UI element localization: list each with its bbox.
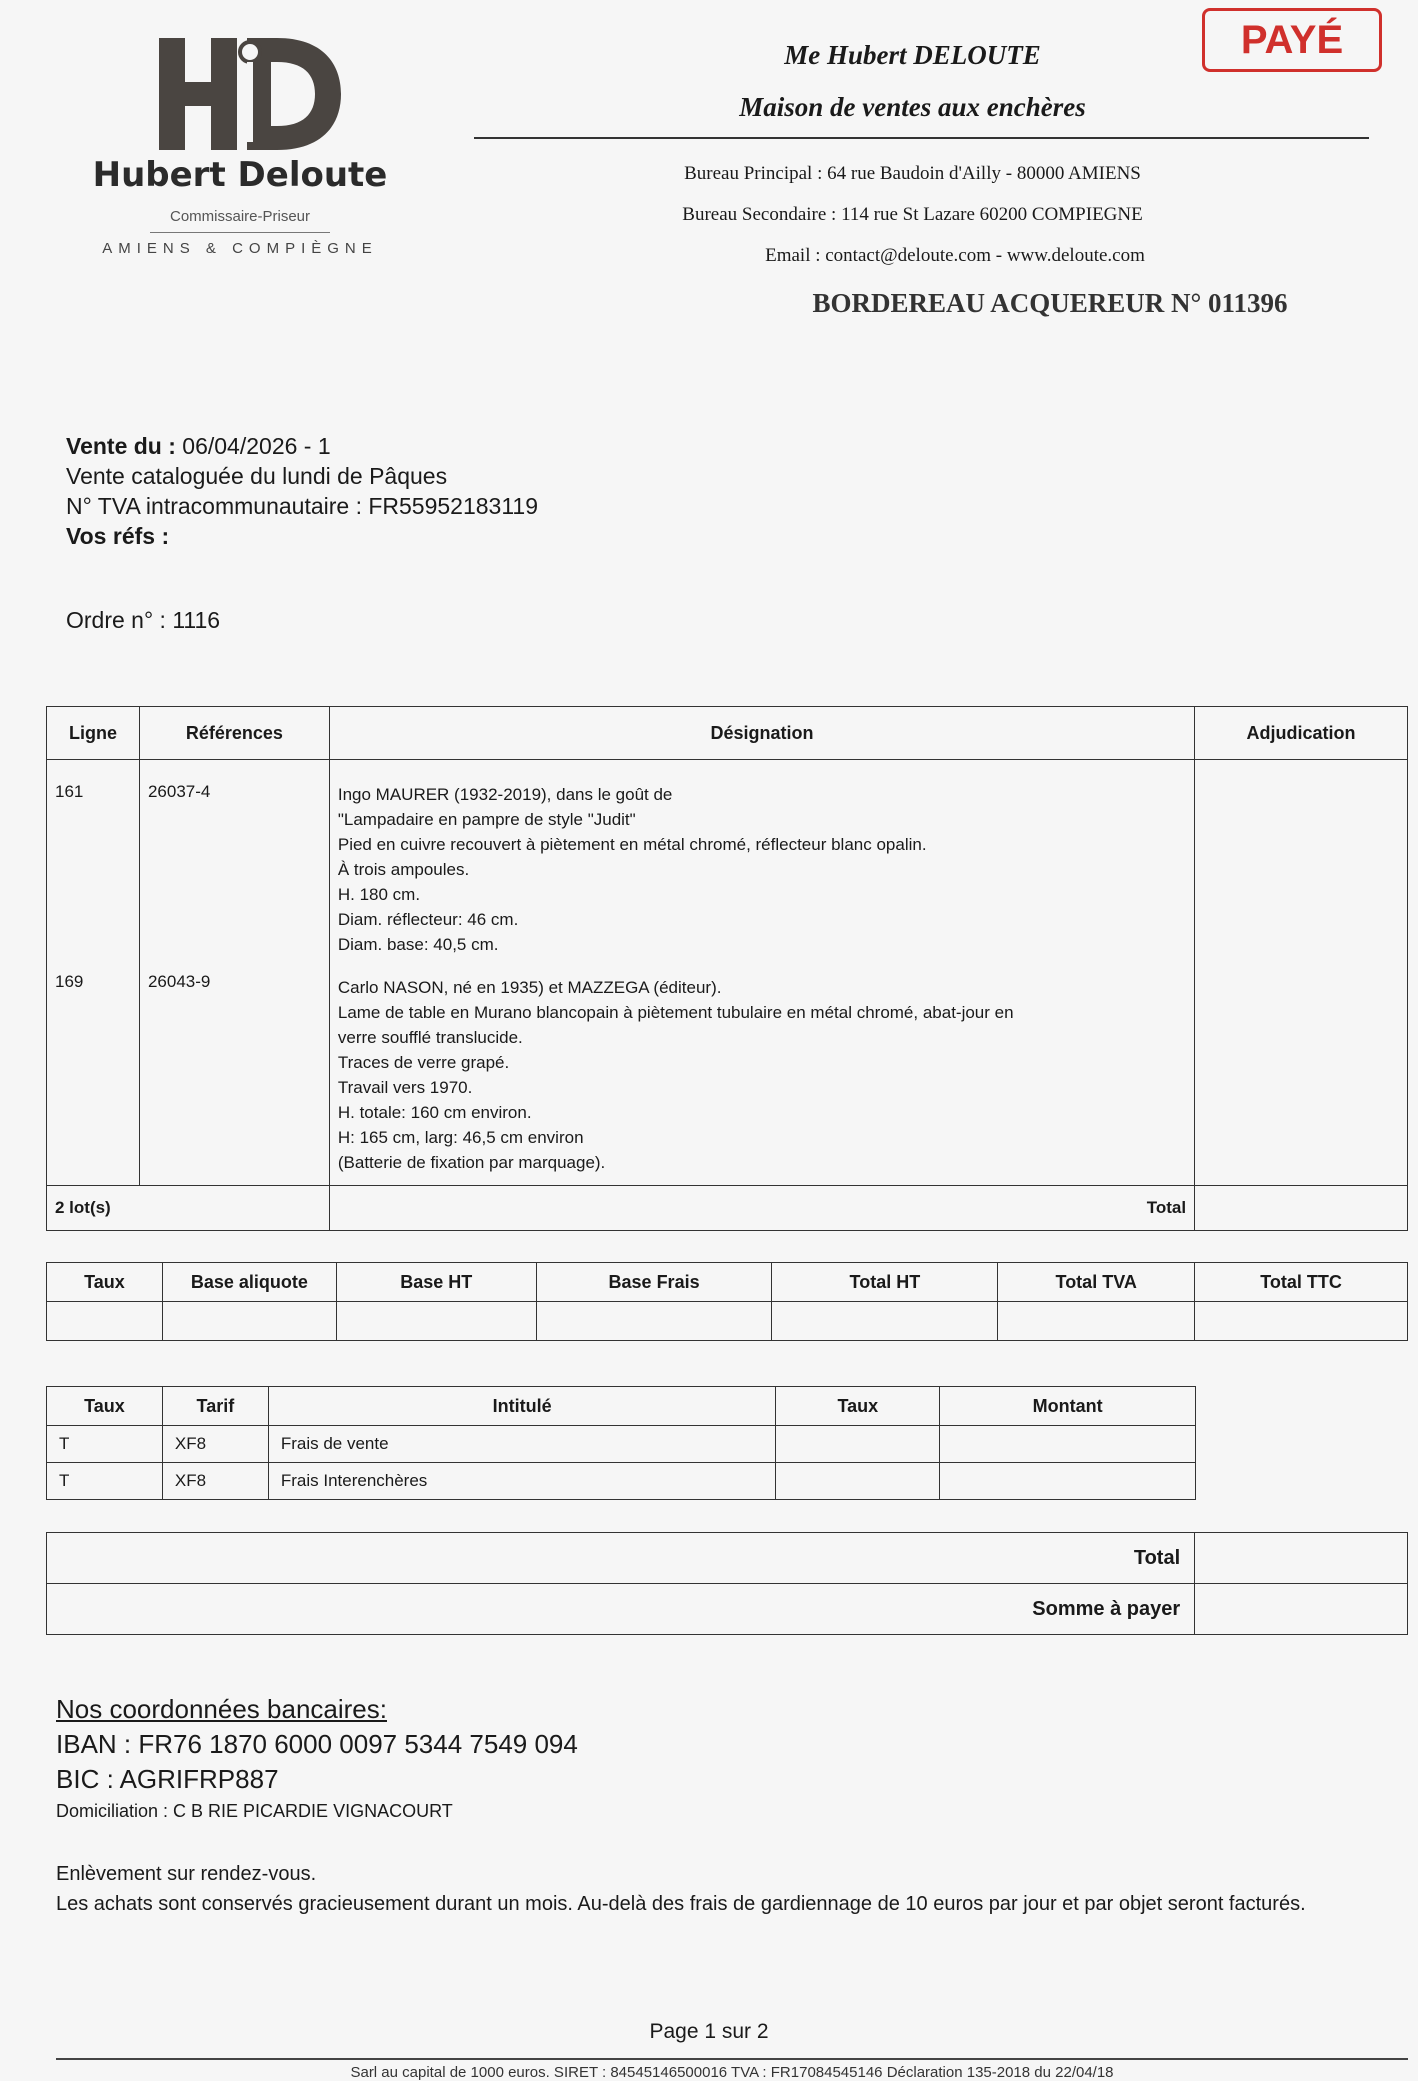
description-line: H: 165 cm, larg: 46,5 cm environ	[337, 1128, 584, 1147]
column-header: Ligne	[47, 707, 140, 760]
domiciliation: Domiciliation : C B RIE PICARDIE VIGNACOURT	[56, 1801, 453, 1821]
fee-tariff: XF8	[162, 1426, 268, 1463]
column-header: Total HT	[772, 1263, 998, 1302]
fee-rate: T	[47, 1463, 163, 1500]
table-cell	[998, 1302, 1195, 1341]
lots-total-value	[1195, 1186, 1408, 1231]
table-row	[47, 1426, 1196, 1463]
table-cell	[1195, 1302, 1408, 1341]
contact-line: Email : contact@deloute.com - www.deloute.com	[765, 245, 1145, 266]
header-divider	[474, 137, 1369, 139]
vat-number: N° TVA intracommunautaire : FR55952183119	[66, 493, 539, 519]
description-line: "Lampadaire en pampre de style "Judit"	[337, 810, 636, 829]
bank-details-title: Nos coordonnées bancaires:	[56, 1694, 387, 1724]
fee-label: Frais Interenchères	[268, 1463, 776, 1500]
iban: IBAN : FR76 1870 6000 0097 5344 7549 094	[56, 1729, 578, 1759]
column-header: Total TVA	[998, 1263, 1195, 1302]
amount-due-value	[1195, 1584, 1408, 1635]
description-line: (Batterie de fixation par marquage).	[337, 1153, 606, 1172]
column-header: Base Frais	[536, 1263, 772, 1302]
fee-amount	[940, 1426, 1196, 1463]
table-row	[47, 1533, 1408, 1584]
lots-total-label: Total	[329, 1186, 1194, 1231]
lot-description	[338, 975, 1188, 1175]
tax-table	[46, 1262, 1408, 1341]
description-line: Pied en cuivre recouvert à piètement en métal chromé, réflecteur blanc opalin.	[337, 835, 927, 854]
column-header: Base HT	[336, 1263, 536, 1302]
total-label: Total	[47, 1533, 1195, 1584]
table-header-row	[47, 707, 1408, 760]
table-row	[47, 760, 1408, 1186]
document-title: BORDEREAU ACQUEREUR N° 011396	[812, 288, 1288, 318]
paid-stamp: PAYÉ	[1202, 8, 1382, 72]
legal-footer: Sarl au capital de 1000 euros. SIRET : 84545146500016 TVA : FR17084545146 Déclaration 135-2018 du 22/04/18	[350, 2064, 1114, 2081]
description-line: Travail vers 1970.	[337, 1078, 473, 1097]
lot-reference: 26043-9	[147, 972, 211, 991]
fee-tariff: XF8	[162, 1463, 268, 1500]
lot-line: 161	[55, 782, 84, 801]
totals-table	[46, 1532, 1408, 1635]
bic: BIC : AGRIFRP887	[56, 1764, 279, 1794]
logo-cities: AMIENS & COMPIÈGNE	[102, 240, 378, 257]
fees-table	[46, 1386, 1196, 1500]
description-line: Carlo NASON, né en 1935) et MAZZEGA (éditeur).	[337, 978, 722, 997]
column-header: Adjudication	[1195, 707, 1408, 760]
sale-date	[66, 433, 331, 460]
column-header: Références	[139, 707, 329, 760]
reference-cell	[139, 760, 329, 1186]
sale-date-label: Vente du :	[66, 433, 176, 459]
order-number: Ordre n° : 1116	[66, 607, 221, 633]
column-header: Tarif	[162, 1387, 268, 1426]
description-line: H. totale: 160 cm environ.	[337, 1103, 532, 1122]
description-line: Traces de verre grapé.	[337, 1053, 510, 1072]
lot-description	[338, 782, 1188, 957]
adjudication-cell	[1195, 760, 1408, 1186]
lot-count: 2 lot(s)	[47, 1186, 330, 1231]
description-cell	[329, 760, 1194, 1186]
fee-amount	[940, 1463, 1196, 1500]
table-cell	[162, 1302, 336, 1341]
logo-name: Hubert Deloute	[92, 155, 388, 195]
footer-divider	[56, 2058, 1408, 2060]
table-row	[47, 1584, 1408, 1635]
description-line: Diam. réflecteur: 46 cm.	[337, 910, 519, 929]
column-header: Intitulé	[268, 1387, 776, 1426]
refs-label: Vos réfs :	[66, 523, 170, 549]
office-main: Bureau Principal : 64 rue Baudoin d'Ailly - 80000 AMIENS	[684, 163, 1141, 184]
column-header: Montant	[940, 1387, 1196, 1426]
description-line: Diam. base: 40,5 cm.	[337, 935, 499, 954]
fee-rate-value	[776, 1463, 940, 1500]
table-row	[47, 1302, 1408, 1341]
storage-note: Les achats sont conservés gracieusement durant un mois. Au-delà des frais de gardiennage de 10 euros par jour et par objet seront facturés.	[56, 1893, 1306, 1915]
description-line: Ingo MAURER (1932-2019), dans le goût de	[337, 785, 673, 804]
column-header: Total TTC	[1195, 1263, 1408, 1302]
column-header: Taux	[47, 1387, 163, 1426]
table-cell	[47, 1302, 163, 1341]
fee-rate-value	[776, 1426, 940, 1463]
sale-name: Vente cataloguée du lundi de Pâques	[66, 463, 448, 489]
column-header: Taux	[776, 1387, 940, 1426]
description-line: verre soufflé translucide.	[337, 1028, 523, 1047]
lot-reference: 26037-4	[147, 782, 211, 801]
table-cell	[536, 1302, 772, 1341]
description-line: À trois ampoules.	[337, 860, 470, 879]
logo-divider	[150, 232, 330, 233]
column-header: Taux	[47, 1263, 163, 1302]
table-header-row	[47, 1263, 1408, 1302]
table-header-row	[47, 1387, 1196, 1426]
column-header: Désignation	[329, 707, 1194, 760]
total-value	[1195, 1533, 1408, 1584]
fee-label: Frais de vente	[268, 1426, 776, 1463]
auctioneer-name: Me Hubert DELOUTE	[784, 40, 1041, 70]
amount-due-label: Somme à payer	[47, 1584, 1195, 1635]
table-cell	[772, 1302, 998, 1341]
fee-rate: T	[47, 1426, 163, 1463]
pickup-note: Enlèvement sur rendez-vous.	[56, 1863, 317, 1885]
column-header: Base aliquote	[162, 1263, 336, 1302]
line-cell	[47, 760, 140, 1186]
auction-house-name: Maison de ventes aux enchères	[739, 92, 1086, 122]
sale-date-value: 06/04/2026 - 1	[175, 433, 331, 459]
table-cell	[336, 1302, 536, 1341]
lots-footer-row	[47, 1186, 1408, 1231]
logo-role: Commissaire-Priseur	[169, 208, 311, 225]
description-line: Lame de table en Murano blancopain à piètement tubulaire en métal chromé, abat-jour en	[337, 1003, 1014, 1022]
page-number: Page 1 sur 2	[649, 2020, 769, 2043]
description-line: H. 180 cm.	[337, 885, 421, 904]
hd-logo-icon	[155, 34, 345, 154]
office-secondary: Bureau Secondaire : 114 rue St Lazare 60200 COMPIEGNE	[682, 204, 1143, 225]
lots-table	[46, 706, 1408, 1231]
lot-line: 169	[55, 972, 84, 991]
table-row	[47, 1463, 1196, 1500]
